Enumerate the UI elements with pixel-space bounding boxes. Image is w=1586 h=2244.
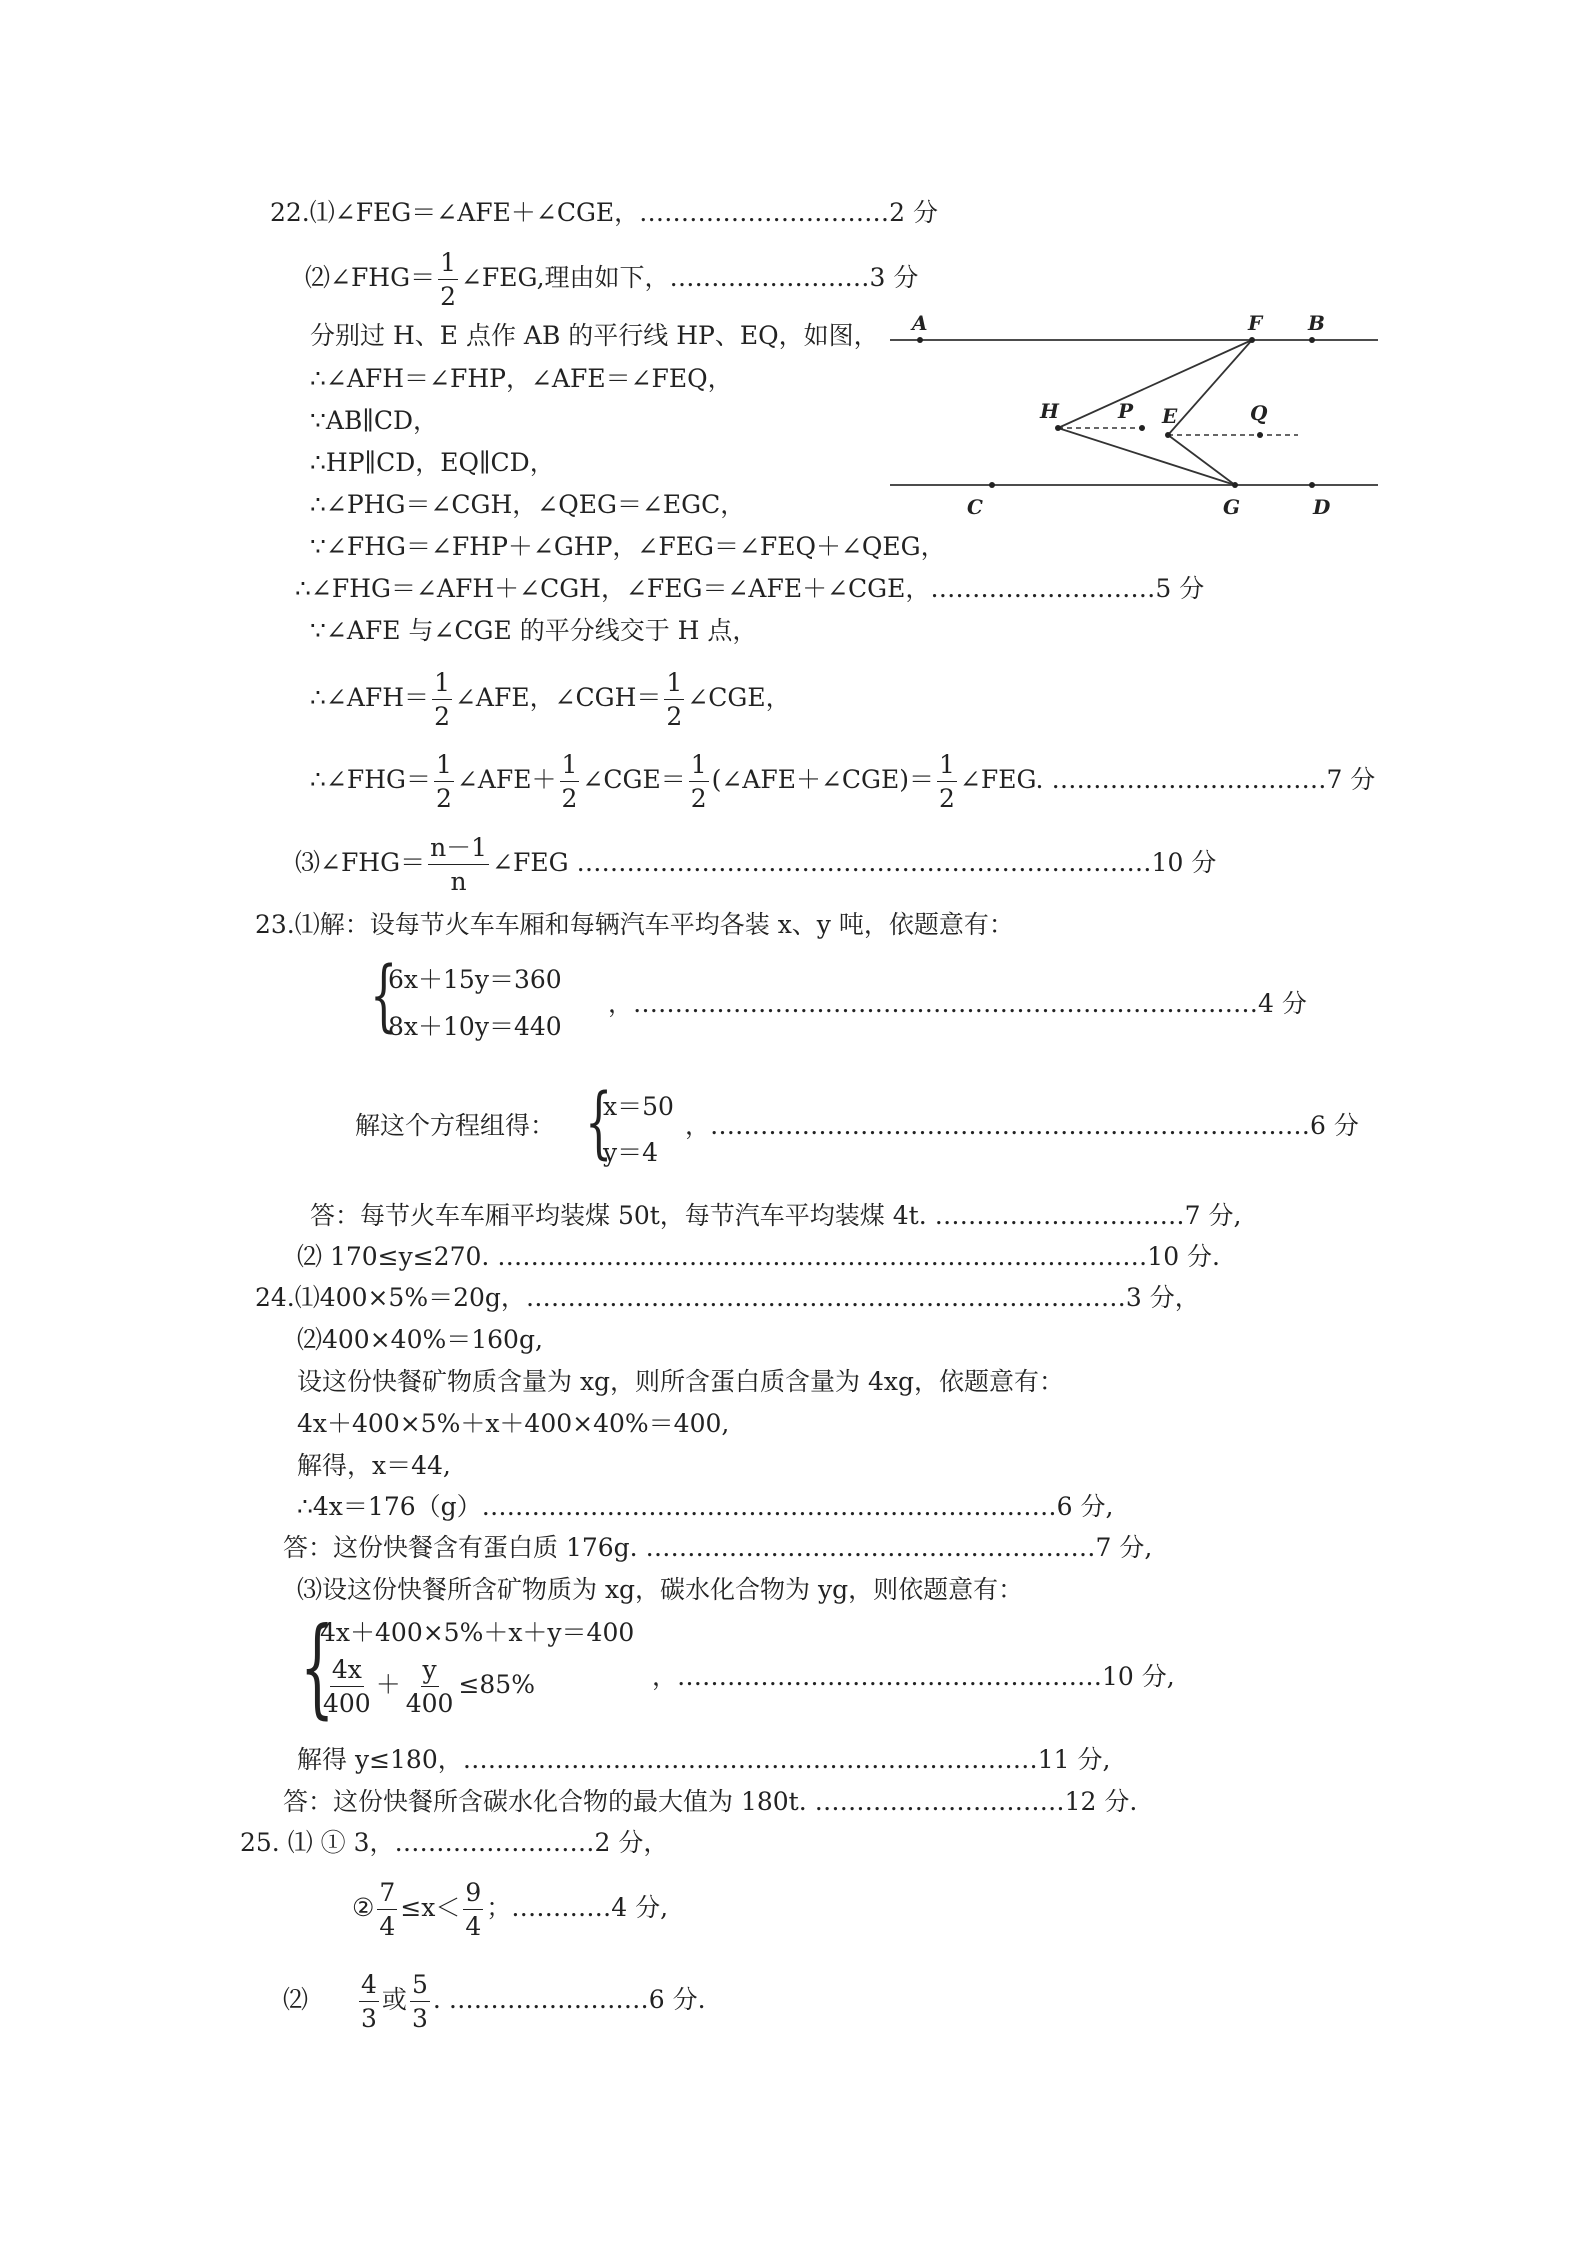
label-h: H [1040,399,1059,423]
q24-line-9: 解得 y≤180，……………………………………………………………11 分, [297,1745,1111,1774]
q22-line-11: ∴∠AFH＝ $\frac{1}{2}$ ∠AFE，∠CGH＝ $\frac{1}{2}$ ∠CGE， [310,668,791,731]
point-h [1055,425,1061,431]
q22-line-5: ∵AB∥CD， [310,406,439,435]
parallel-lines-figure [880,305,1380,525]
point-p [1139,425,1145,431]
fraction-half: $\frac{1}{2}$ [434,668,450,731]
label-d: D [1313,495,1331,519]
q22-line-4: ∴∠AFH＝∠FHP，∠AFE＝∠FEQ， [310,364,733,393]
q23-answer: 答：每节火车车厢平均装煤 50t，每节汽车平均装煤 4t. …………………………7 分, [310,1201,1242,1230]
system-brace: { [300,1605,335,1730]
q23-solution-label: 解这个方程组得： [355,1111,556,1140]
label-b: B [1308,311,1325,335]
q24-inequality-system [300,1605,1260,1740]
q22-line-8: ∵∠FHG＝∠FHP＋∠GHP，∠FEG＝∠FEQ＋∠QEG， [310,532,946,561]
system-eq-2: 8x＋10y＝440 [388,1012,562,1041]
fraction-half: $\frac{1}{2}$ [440,248,456,311]
fraction-9-over-4: $\frac{9}{4}$ [465,1878,482,1941]
q22-line-9: ∴∠FHG＝∠AFH＋∠CGH，∠FEG＝∠AFE＋∠CGE，………………………5 分 [295,574,1205,603]
segment-fh [1058,340,1252,428]
solution-eq-1: x＝50 [603,1092,674,1121]
q24-line-8: ⑶设这份快餐所含矿物质为 xg，碳水化合物为 yg，则依题意有： [297,1575,1024,1604]
system-eq-2: $\frac{4x}{400}$ ＋ $\frac{y}{400}$ ≤85% [323,1655,535,1718]
q22-line-6: ∴HP∥CD，EQ∥CD， [310,448,555,477]
fraction-7-over-4: $\frac{7}{4}$ [379,1878,396,1941]
q24-line-2: ⑵400×40%＝160g, [297,1325,543,1354]
label-g: G [1223,495,1241,519]
label-c: C [967,495,983,519]
q23-equation-system [370,951,1307,1058]
fraction-half: $\frac{1}{2}$ [690,750,707,813]
q22-line-10: ∵∠AFE 与∠CGE 的平分线交于 H 点， [310,616,758,645]
point-c [989,482,995,488]
point-g [1232,482,1238,488]
q25-line-1: 25. ⑴ ① 3，……………………2 分， [240,1828,669,1857]
label-q: Q [1250,401,1268,425]
label-p: P [1118,399,1134,423]
q22-line-2 [305,250,918,309]
system-brace: { [370,951,398,1041]
q23-solution-system [585,1078,1359,1185]
q22-line-3: 分别过 H、E 点作 AB 的平行线 HP、EQ，如图， [310,321,879,350]
point-a [917,337,923,343]
solution-tail: ，………………………………………………………………6 分 [685,1111,1359,1140]
fraction-4-over-3: $\frac{4}{3}$ [361,1970,377,2033]
fraction-half: $\frac{1}{2}$ [435,750,452,813]
q22-line-1: 22.⑴∠FEG＝∠AFE＋∠CGE，…………………………2 分 [270,198,939,227]
q23-part-2: ⑵ 170≤y≤270. ……………………………………………………………………10 分. [297,1242,1220,1271]
label-e: E [1162,404,1178,428]
q24-line-1: 24.⑴400×5%＝20g，………………………………………………………………3 分， [255,1283,1200,1312]
q24-line-10: 答：这份快餐所含碳水化合物的最大值为 180t. …………………………12 分. [283,1787,1138,1816]
q23-line-1: 23.⑴解：设每节火车车厢和每辆汽车平均各装 x、y 吨，依题意有： [255,910,1014,939]
point-e [1165,432,1171,438]
point-q [1257,432,1263,438]
fraction-half: $\frac{1}{2}$ [666,668,683,731]
segment-hg [1058,428,1235,485]
system-tail: ，……………………………………………10 分, [652,1662,1175,1691]
q24-line-7: 答：这份快餐含有蛋白质 176g. ………………………………………………7 分, [283,1533,1153,1562]
fraction-half: $\frac{1}{2}$ [939,750,955,813]
fraction-half: $\frac{1}{2}$ [561,750,578,813]
q25-line-3: ⑵ $\frac{4}{3}$ 或 $\frac{5}{3}$ . ……………………6 分. [283,1970,706,2033]
system-tail: ，…………………………………………………………………4 分 [608,989,1307,1018]
fraction-n-minus-1-over-n: $\frac{n-1}{n}$ [430,833,488,896]
q24-line-5: 解得，x＝44, [297,1451,451,1480]
q22-line-7: ∴∠PHG＝∠CGH，∠QEG＝∠EGC， [310,490,746,519]
system-eq-1: 4x＋400×5%＋x＋y＝400 [320,1618,635,1647]
q24-line-4: 4x＋400×5%＋x＋400×40%＝400, [297,1409,730,1438]
label-f: F [1248,311,1263,335]
fraction-4x-over-400: $\frac{4x}{400}$ [323,1655,371,1718]
q24-line-3: 设这份快餐矿物质含量为 xg，则所含蛋白质含量为 4xg，依题意有： [297,1367,1065,1396]
segment-fe [1168,340,1252,435]
solution-eq-2: y＝4 [603,1138,659,1167]
q22-line-2-post: ∠FEG,理由如下，……………………3 分 [460,263,919,292]
q25-line-2: ② $\frac{7}{4}$ ≤x＜ $\frac{9}{4}$ ；…………4 分, [352,1878,669,1941]
q22-line-12: ∴∠FHG＝ $\frac{1}{2}$ ∠AFE＋ $\frac{1}{2}$ ∠CGE＝ $\frac{1}{2}$ (∠AFE＋∠CGE)＝ $\frac{1}{2}$ ∠FEG. ……………………………7 分 [310,750,1376,813]
fraction-5-over-3: $\frac{5}{3}$ [411,1970,428,2033]
system-eq-1: 6x＋15y＝360 [388,965,562,994]
q22-line-13: ⑶∠FHG＝ $\frac{n-1}{n}$ ∠FEG ……………………………………………………………10 分 [295,833,1217,896]
segment-eg [1168,435,1235,485]
point-f [1249,337,1255,343]
fraction-y-over-400: $\frac{y}{400}$ [405,1655,454,1718]
q22-line-2-pre: ⑵∠FHG＝ [305,263,436,292]
q24-line-6: ∴4x＝176（g）……………………………………………………………6 分, [297,1492,1114,1521]
label-a: A [912,311,928,335]
solution-brace: { [585,1078,613,1168]
point-d [1309,482,1315,488]
point-b [1309,337,1315,343]
